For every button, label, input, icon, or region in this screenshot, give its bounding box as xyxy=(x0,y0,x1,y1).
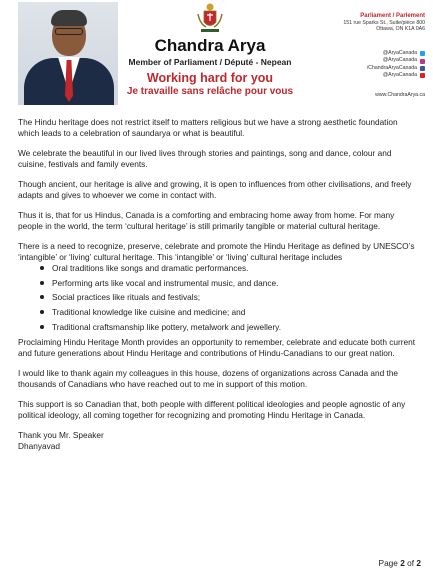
heritage-list xyxy=(18,263,420,332)
paragraph: I would like to thank again my colleagues in this house, dozens of organizations across Canada and the thousands of Canadians who have reached out to me in support of this motion. xyxy=(18,368,399,389)
slogan-french: Je travaille sans relâche pour vous xyxy=(126,86,294,97)
slogan-english: Working hard for you xyxy=(146,71,274,85)
social-handle: /ChandraAryaCanada xyxy=(366,64,417,71)
social-row-youtube xyxy=(285,72,425,79)
list-item: Traditional craftsmanship like pottery, metalwork and jewellery. xyxy=(40,322,420,333)
letter-body xyxy=(18,117,420,451)
list-item: Performing arts like vocal and instrumental music, and dance. xyxy=(40,278,420,289)
letterhead xyxy=(0,0,433,105)
portrait-glasses xyxy=(55,28,83,35)
twitter-icon xyxy=(420,51,425,56)
mp-name: Chandra Arya xyxy=(154,36,266,55)
coat-of-arms-icon xyxy=(195,2,225,34)
parliament-label: Parliament / Parlement xyxy=(360,13,425,19)
paragraph: Proclaiming Hindu Heritage Month provides an opportunity to remember, celebrate and educate both current and future generations about Hindu Heritage and contributions of Hindu-Canadians to our great nation. xyxy=(18,337,416,358)
paragraph: The Hindu heritage does not restrict itself to matters religious but we have a strong aesthetic foundation which leads to a celebration of saundarya or what is beautiful. xyxy=(18,117,398,138)
paragraph: Though ancient, our heritage is alive and growing, it is open to influences from other civilisations, and freely adapts and gives to whoever we come in contact with. xyxy=(18,178,412,200)
paragraph: This support is so Canadian that, both people with different political ideologies and people agnostic of any political ideology, all coming together for recognizing and promoting Hindu Heritage in Canada. xyxy=(18,399,406,420)
list-item: Social practices like rituals and festivals; xyxy=(40,292,420,303)
social-row-facebook xyxy=(285,65,425,72)
paragraph: Thus it is, that for us Hindus, Canada is a comforting and embracing home away from home. For many people in the world, the term ‘cultural heritage’ is still primarily tangible or material cultural heritage. xyxy=(18,209,395,231)
contact-address xyxy=(285,13,425,33)
address-line-1: 151 rue Sparks St., Suite/pièce 800 xyxy=(343,20,425,26)
page-number xyxy=(379,558,421,568)
list-item: Oral traditions like songs and dramatic performances. xyxy=(40,263,420,274)
portrait-hair xyxy=(51,10,87,26)
facebook-icon xyxy=(420,66,425,71)
youtube-icon xyxy=(420,73,425,78)
page-total: 2 xyxy=(416,558,421,568)
paragraph: We celebrate the beautiful in our lived lives through stories and paintings, song and dance, colour and cuisine, festivals and family events. xyxy=(18,147,392,169)
social-handle: @AryaCanada xyxy=(382,72,417,79)
social-handles xyxy=(285,50,425,80)
instagram-icon xyxy=(420,59,425,64)
social-handle: @AryaCanada xyxy=(382,50,417,56)
social-row-instagram xyxy=(285,57,425,64)
list-item: Traditional knowledge like cuisine and medicine; and xyxy=(40,307,420,318)
page-current: 2 xyxy=(400,558,405,568)
mp-portrait xyxy=(18,2,118,105)
closing-thanks: Thank you Mr. Speaker xyxy=(18,430,104,441)
address-line-2: Ottawa, ON K1A 0A6 xyxy=(376,26,425,33)
closing-signoff: Dhanyavad xyxy=(18,440,60,451)
page-prefix: Page xyxy=(378,558,401,568)
member-line: Member of Parliament / Député - Nepean xyxy=(128,57,292,67)
social-row-twitter xyxy=(285,50,425,57)
social-handle: @AryaCanada xyxy=(382,57,417,64)
website-link[interactable]: www.ChandraArya.ca xyxy=(375,92,425,98)
page-of: of xyxy=(404,558,417,568)
paragraph: There is a need to recognize, preserve, celebrate and promote the Hindu Heritage as defined by UNESCO’s ‘intangible’ or ‘living’ cultural heritage. This ‘intangible’ or ‘living’ cultural heritage includes xyxy=(18,240,415,262)
